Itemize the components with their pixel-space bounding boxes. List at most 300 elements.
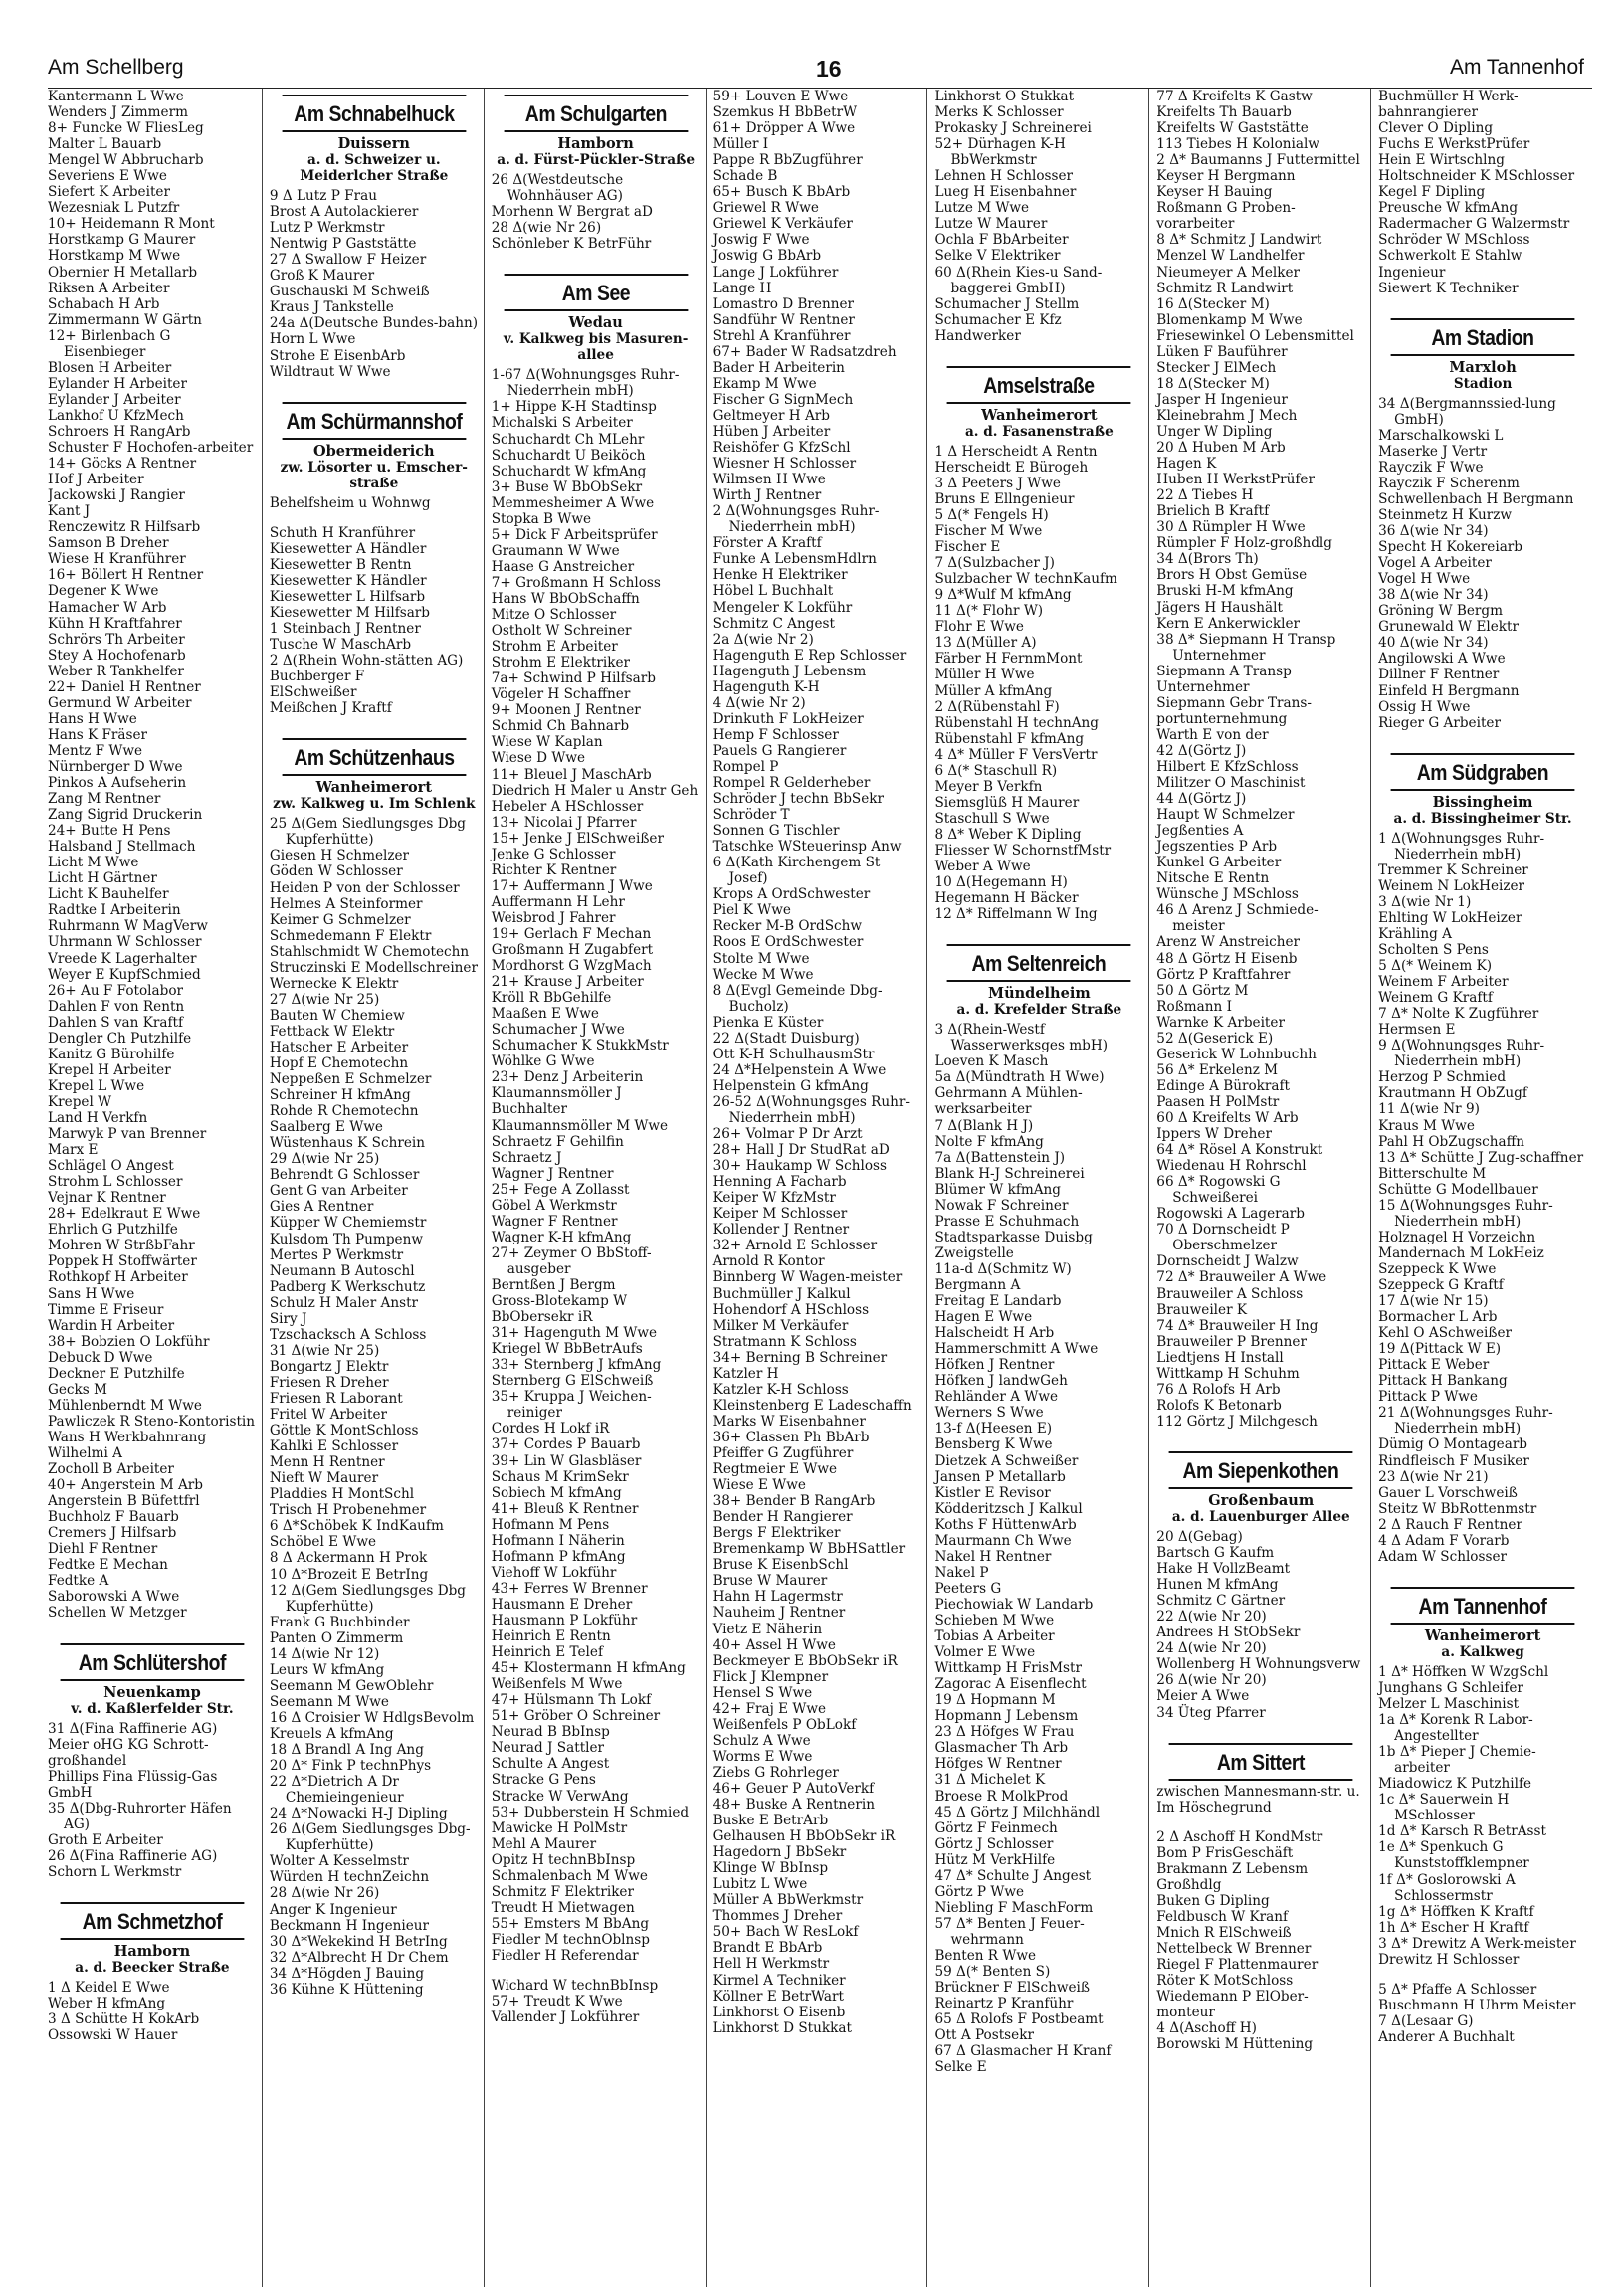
resident-entry: Seemann M Wwe [269,1693,389,1710]
resident-entry: Riegel F Plattenmaurer [1156,1957,1319,1974]
resident-entry: Schuster F Hochofen-arbeiter [48,440,254,457]
resident-entry: Griewel K Verkäufer [712,216,853,233]
resident-entry: Debuck D Wwe [48,1349,153,1366]
district-name: Wanheimerort [981,406,1098,424]
resident-entry: Blomenkamp M Wwe [1156,311,1303,328]
resident-entry: 67+ Bader W Radsatzdreh [712,343,897,360]
resident-entry: Gehrmann A Mühlen-werksarbeiter [934,1085,1083,1118]
resident-entry: 34+ Berning B Schreiner [712,1349,888,1366]
resident-entry: Poppek H Stoffwärter [48,1253,197,1270]
resident-entry: 12+ Birlenbach G Eisenbieger [48,327,171,360]
resident-entry: Blosen H Arbeiter [48,359,172,376]
resident-entry: Padberg K Werkschutz [269,1278,426,1295]
resident-entry: Fuchs E WerkstPrüfer [1378,136,1530,153]
resident-entry: Ott A Postsekr [934,2027,1034,2044]
district-name: Marxloh [1449,358,1517,376]
resident-entry: Buken G Dipling [1156,1892,1270,1909]
resident-entry: 23+ Denz J Arbeiterin [491,1069,644,1086]
resident-entry: 24a Δ(Deutsche Bundes-bahn) [269,315,479,332]
resident-entry: Sans H Wwe [48,1285,135,1302]
district-name: Bissingheim [1432,793,1533,811]
resident-entry: Obernier H Metallarb [48,264,198,281]
resident-entry: Ehlting W LokHeizer [1378,909,1522,926]
resident-entry: Hunen M kfmAng [1156,1577,1279,1594]
street-location: a. d. Lauenburger Allee [1171,1508,1350,1525]
resident-entry: 1f Δ* Goslorowski A Schlossermstr [1378,1871,1516,1904]
resident-entry: Blank H-J Schreinerei [934,1165,1085,1182]
resident-entry: Rompel P [712,758,779,775]
resident-entry: Memmesheimer A Wwe [491,494,655,511]
resident-entry: 65 Δ Rolofs F Postbeamt [934,2011,1104,2028]
resident-entry: Clever O Dipling [1378,120,1494,137]
resident-entry: Nieft W Maurer [269,1470,379,1487]
resident-entry: Keyser H Bergmann [1156,168,1296,185]
street-heading: Am Schürmannshof [282,402,466,440]
resident-entry: Buske E BetrArb [712,1813,829,1829]
resident-entry: Haupt W Schmelzer [1156,807,1295,824]
resident-entry: Germund W Arbeiter [48,694,192,711]
resident-entry: Piechowiak W Landarb [934,1596,1094,1613]
spacer [934,922,1143,936]
resident-entry: 30 Δ*Wekekind H BetrIng [269,1933,448,1950]
resident-entry: Panten O Zimmerm [269,1629,404,1646]
resident-entry: Bitterschulte M [1378,1165,1487,1182]
resident-entry: Mengel W Abbrucharb [48,152,204,169]
resident-entry: Strohe E EisenbArb [269,347,406,364]
resident-entry: 2 Δ Rauch F Rentner [1378,1516,1522,1533]
district-name: Hamborn [557,135,634,153]
resident-entry: Mohren W StrßbFahr [48,1238,195,1254]
resident-entry: Klaumannsmöller J Buchhalter [491,1085,622,1118]
resident-entry: Keimer G Schmelzer [269,911,411,928]
resident-entry: Borowski M Hüttening [1156,2036,1314,2053]
district-name: Mündelheim [988,985,1091,1003]
resident-entry: 18 Δ(Stecker M) [1156,375,1270,392]
resident-entry: 1 Δ Keidel E Wwe [48,1980,170,1997]
resident-entry: Mertes P Werkmstr [269,1246,404,1263]
resident-entry: Schütte G Modellbauer [1378,1181,1538,1198]
resident-entry: Kant J [48,503,91,520]
resident-entry: 61+ Dröpper A Wwe [712,120,856,137]
resident-entry: Schmitz C Gärtner [1156,1593,1286,1610]
resident-entry: Prokasky J Schreinerei [934,120,1092,137]
resident-entry: Brückner F ElSchweiß [934,1980,1090,1997]
resident-entry: Hein E Wirtschlng [1378,152,1505,169]
resident-entry: Ossig H Wwe [1378,698,1471,715]
resident-entry: 70 Δ Dornscheidt P Oberschmelzer [1156,1222,1290,1254]
resident-entry: Hegemann H Bäcker [934,890,1079,907]
resident-entry: Land H Verkfn [48,1110,148,1126]
resident-entry: Klaumannsmöller M Wwe [491,1117,669,1134]
district-name: Neuenkamp [103,1683,201,1701]
resident-entry: Huben H WerkstPrüfer [1156,472,1315,488]
directory-column [48,89,262,2287]
resident-entry: Friesewinkel O Lebensmittel [1156,327,1354,344]
resident-entry: 26+ Au F Fotolabor [48,982,184,999]
spacer [492,1964,701,1978]
resident-entry: Tzschacksch A Schloss [269,1326,427,1343]
resident-entry: 27 Δ Swallow F Heizer [269,252,427,269]
resident-entry: Stecker J ElMech [1156,359,1277,376]
resident-entry: 60 Δ Kreifelts W Arb [1156,1110,1299,1126]
resident-entry: 52+ Dürhagen K-H BbWerkmstr [934,136,1066,169]
resident-entry: Pawliczek R Steno-Kontoristin [48,1413,256,1430]
resident-entry: Fliesser W SchornstfMstr [934,842,1112,859]
resident-entry: Siefert K Arbeiter [48,184,170,201]
resident-entry: Wiesner H Schlosser [712,456,857,473]
resident-entry: Schönleber K BetrFühr [491,236,652,253]
resident-entry: Jegszenties P Arb [1156,839,1278,856]
resident-entry: Thommes J Dreher [712,1908,843,1925]
resident-entry: Keyser H Bauing [1156,184,1273,201]
directory-column [1148,89,1370,2287]
street-location: a. d. Krefelder Straße [956,1002,1122,1019]
resident-entry: 26 Δ(wie Nr 20) [1156,1672,1267,1689]
resident-entry: Brielich B Kraftf [1156,503,1270,520]
resident-entry: Siry J [269,1310,307,1327]
resident-entry: 47+ Hülsmann Th Lokf [491,1692,652,1709]
resident-entry: Roßmann I [1156,998,1232,1015]
resident-entry: Hausmann E Dreher [491,1596,633,1613]
resident-entry: Zimmermann W Gärtn [48,311,202,328]
resident-entry: 6 Δ(* Staschull R) [934,762,1058,779]
resident-entry: 31 Δ Michelet K [934,1772,1046,1789]
resident-entry: Weyer E KupfSchmied [48,966,201,983]
resident-entry: Schmitz R Landwirt [1156,280,1294,296]
resident-entry: 17+ Auffermann J Wwe [491,877,653,894]
resident-entry: Angilowski A Wwe [1378,651,1506,668]
resident-entry: Fritel W Arbeiter [269,1407,388,1424]
resident-entry: Dietzek A Schweißer [934,1452,1079,1469]
resident-entry: Mnich R ElSchweiß [1156,1924,1292,1941]
resident-entry: Weinem N LokHeizer [1378,877,1525,894]
resident-entry: 8 Δ* Weber K Dipling [934,826,1082,843]
resident-entry: Guschauski M Schweiß [269,284,430,300]
resident-entry: Hof J Arbeiter [48,472,144,488]
street-heading: Amselstraße [947,366,1131,404]
resident-entry: 7 Δ(Blank H J) [934,1117,1034,1134]
resident-entry: Krops A OrdSchwester [712,886,871,903]
resident-entry: Dahlen F von Rentn [48,998,185,1015]
resident-entry: Cordes H Lokf iR [491,1421,610,1437]
resident-entry: Blümer W kfmAng [934,1181,1062,1198]
resident-entry: Angerstein B Büfettfrl [48,1493,200,1510]
resident-entry: Schmitz C Angest [712,615,835,632]
resident-entry: Gauer L Vorschweiß [1378,1484,1518,1501]
resident-entry: Siepmann A Transp Unternehmer [1156,663,1292,695]
resident-entry: 45 Δ Görtz J Milchhändl [934,1804,1101,1820]
resident-entry: Fiedler M technOblnsp [491,1931,650,1948]
resident-entry: Pittack E Weber [1378,1357,1490,1374]
resident-entry: 9 Δ Lutz P Frau [269,188,377,205]
resident-entry: 59+ Louven E Wwe [712,89,849,104]
resident-entry: 38 Δ* Siepmann H Transp Unternehmer [1156,631,1336,664]
resident-entry: 24 Δ*Helpenstein A Wwe [712,1061,887,1078]
resident-entry: 2 Δ* Baumanns J Futtermittel [1156,152,1360,169]
resident-entry: Volmer E Wwe [934,1644,1036,1661]
street-heading: Am Tannenhof [1391,1587,1575,1625]
resident-entry: Cremers J Hilfsarb [48,1525,177,1542]
resident-entry: 10 Δ*Brozeit E BetrIng [269,1566,429,1583]
resident-entry: Dengler Ch Putzhilfe [48,1030,192,1047]
resident-entry: Benten R Wwe [934,1947,1037,1964]
resident-entry: 44 Δ(Görtz J) [1156,791,1247,808]
resident-entry: Vejnar K Rentner [48,1190,166,1207]
resident-entry: Funke A LebensmHdlrn [712,551,877,568]
resident-entry: Stratmann K Schloss [712,1333,857,1350]
resident-entry: Szeppeck G Kraftf [1378,1277,1504,1293]
resident-entry: Weißenfels P ObLokf [712,1716,857,1733]
resident-entry: Hamacher W Arb [48,599,167,616]
resident-entry: Ippers W Dreher [1156,1126,1272,1143]
resident-entry: Ziebs G Rohrleger [712,1764,839,1781]
directory-column [1370,89,1592,2287]
resident-entry: Hans W BbObSchaffn [491,590,640,607]
resident-entry: Halscheidt H Arb [934,1325,1055,1342]
resident-entry: Maurmann Ch Wwe [934,1532,1072,1549]
street-location: a. d. Schweizer u. Meiderlcher Straße [300,152,449,185]
resident-entry: Eylander H Arbeiter [48,375,187,392]
resident-entry: 37+ Cordes P Bauarb [491,1436,641,1453]
resident-entry: Schuchardt Ch MLehr [491,431,645,448]
resident-entry: 27 Δ(wie Nr 25) [269,991,380,1008]
resident-entry: 38+ Bender B RangArb [712,1493,876,1510]
resident-entry: Berntßen J Bergm [491,1277,616,1293]
resident-entry: Linkhorst D Stukkat [712,2019,852,2036]
resident-entry: Hütz M VerkHilfe [934,1851,1056,1868]
resident-entry: Wiedenau H Rohrschl [1156,1158,1307,1175]
resident-entry: Dahlen S van Kraftf [48,1014,184,1031]
resident-entry: Ruhrmann W MagVerw [48,918,208,935]
resident-entry: Tobias A Arbeiter [934,1628,1055,1645]
resident-entry: 1b Δ* Pieper J Chemie-arbeiter [1378,1744,1536,1777]
page-number: 16 [816,56,842,82]
resident-entry: Buchmüller J Kalkul [712,1285,851,1302]
resident-entry: Deckner E Putzhilfe [48,1365,185,1382]
resident-entry: Preusche W kfmAng [1378,200,1519,217]
resident-entry: Görtz P Kraftfahrer [1156,966,1291,983]
resident-entry: Jansen P Metallarb [934,1468,1066,1485]
resident-entry: Militzer O Maschinist [1156,775,1306,792]
resident-entry: 32 Δ*Albrecht H Dr Chem [269,1949,449,1966]
resident-entry: Kröll R BbGehilfe [491,990,612,1007]
resident-entry: Hahn H Lagermstr [712,1589,843,1606]
resident-entry: Vallender J Lokführer [491,2009,640,2026]
resident-entry: Schwerkolt E Stahlw Ingenieur [1378,248,1522,281]
resident-entry: 27+ Zeymer O BbStoff-ausgeber [491,1244,652,1277]
resident-entry: 11+ Bleuel J MaschArb [491,766,652,783]
resident-entry: Schuchardt W kfmAng [491,463,647,479]
resident-entry: Scholten S Pens [1378,942,1489,959]
resident-entry: Joswig G BbArb [712,248,822,265]
resident-entry: Severiens E Wwe [48,168,167,185]
resident-entry: Hensel S Wwe [712,1684,813,1701]
resident-entry: Nettelbeck W Brenner [1156,1941,1312,1958]
resident-entry: Behrendt G Schlosser [269,1167,420,1184]
district-name: Hamborn [113,1943,191,1961]
resident-entry: Rümpler F Holz-großhdlg [1156,535,1332,552]
resident-entry: Lomastro D Brenner [712,295,855,312]
resident-entry: Keiper M Schlosser [712,1206,848,1223]
resident-entry: Lankhof U KfzMech [48,407,184,424]
resident-entry: Krepel H Arbeiter [48,1061,171,1078]
resident-entry: Höfges W Rentner [934,1756,1062,1773]
resident-entry: Kreifelts Th Bauarb [1156,104,1292,121]
resident-entry: 1e Δ* Spenkuch G Kunststoffklempner [1378,1839,1529,1872]
spacer [1156,1721,1365,1735]
resident-entry: Gent G van Arbeiter [269,1183,408,1200]
resident-entry: Hausmann P Lokführ [491,1612,638,1628]
resident-entry: 13+ Nicolai J Pfarrer [491,814,637,831]
resident-entry: 24 Δ*Nowacki H-J Dipling [269,1806,448,1822]
resident-entry: Fischer M Wwe [934,523,1043,540]
resident-entry: Hagenguth E Rep Schlosser [712,647,907,664]
resident-entry: Wilhelmi A [48,1444,122,1461]
resident-entry: Wernecke K Elektr [269,975,399,992]
resident-entry: Tusche W MaschArb [269,637,412,654]
resident-entry: Hans K Fräser [48,726,148,743]
resident-entry: Rothkopf H Arbeiter [48,1269,188,1286]
resident-entry: 7a+ Schwind P Hilfsarb [491,670,656,687]
resident-entry: Schulte A Angest [491,1756,610,1773]
resident-entry: Kunkel G Arbeiter [1156,855,1282,871]
resident-entry: Selke E [934,2059,987,2076]
resident-entry: Radermacher G Walzermstr [1378,216,1570,233]
street-heading: Am Schützenhaus [282,738,466,776]
resident-entry: Strehl A Kranführer [712,327,851,344]
resident-entry: Nentwig P Gaststätte [269,236,417,253]
resident-entry: Uhrmann W Schlosser [48,934,202,951]
resident-entry: Hofmann M Pens [491,1516,610,1533]
resident-entry: 74 Δ* Brauweiler H Ing [1156,1317,1319,1334]
resident-entry: Meier A Wwe [1156,1688,1250,1705]
resident-entry: Radtke I Arbeiterin [48,902,181,919]
resident-entry: Timme E Friseur [48,1301,164,1318]
resident-entry: Adam W Schlosser [1378,1548,1507,1565]
resident-entry: Flohr E Wwe [934,619,1024,636]
resident-entry: 12 Δ* Riffelmann W Ing [934,906,1098,923]
resident-entry: Wagner J Rentner [491,1165,614,1182]
resident-entry: Wiese D Wwe [491,750,586,767]
resident-entry: 35 Δ(Dbg-Ruhrorter Häfen AG) [48,1800,232,1832]
resident-entry: Vogel A Arbeiter [1378,555,1492,572]
resident-entry: 6 Δ*Schöbek K IndKaufm [269,1518,444,1535]
resident-entry: Schmitz F Elektriker [491,1883,634,1900]
resident-entry: Mawicke H PolMstr [491,1819,628,1836]
resident-entry: Wöhlke G Wwe [491,1053,595,1070]
resident-entry: Gröning W Bergm [1378,603,1503,620]
resident-entry: Weber R Tankhelfer [48,663,184,679]
resident-entry: Hagenguth K-H [712,678,820,695]
resident-entry: 36 Δ(wie Nr 34) [1378,523,1489,540]
resident-entry: 15 Δ(Wohnungsges Ruhr-Niederrhein mbH) [1378,1197,1553,1230]
resident-entry: Rayczik F Scherenm [1378,475,1520,491]
resident-entry: 66 Δ* Rogowski G Schweißerei [1156,1174,1281,1207]
resident-entry: Kern E Ankerwickler [1156,615,1301,632]
resident-entry: 39+ Lin W Glasbläser [491,1452,642,1469]
street-location: a. d. Beecker Straße [75,1960,230,1977]
resident-entry: 13 Δ(Müller A) [934,635,1037,652]
resident-entry: Bruse W Maurer [712,1573,828,1590]
resident-entry: 4 Δ(Aschoff H) [1156,2020,1257,2037]
resident-entry: Ködderitzsch J Kalkul [934,1500,1083,1517]
resident-entry: Hans H Wwe [48,710,137,727]
resident-entry: Schaus M KrimSekr [491,1468,629,1485]
resident-entry: Steitz W BbRottenmstr [1378,1500,1537,1517]
resident-entry: Kehl O ASchweißer [1378,1325,1513,1342]
resident-entry: Steinmetz H Kurzw [1378,506,1513,523]
resident-entry: 25 Δ(Gem Siedlungsges Dbg Kupferhütte) [269,816,467,849]
resident-entry: Renczewitz R Hilfsarb [48,519,201,536]
resident-entry: Weber H kfmAng [48,1996,166,2012]
resident-entry: Görtz F Feinmech [934,1819,1058,1836]
resident-entry: Sulzbacher W technKaufm [934,571,1117,588]
resident-entry: 17 Δ(wie Nr 15) [1378,1293,1489,1310]
resident-entry: Schröder J techn BbSekr [712,791,885,808]
resident-entry: Buschmann H Uhrm Meister [1378,1997,1576,2013]
resident-entry: Mandernach M LokHeiz [1378,1244,1544,1261]
resident-entry: Zang Sigrid Druckerin [48,807,203,824]
resident-entry: 1 Δ Herscheidt A Rentn [934,443,1098,460]
resident-entry: Miadowicz K Putzhilfe [1378,1776,1532,1793]
resident-entry: Rübenstahl H technAng [934,714,1099,731]
resident-entry: zwischen Mannesmann-str. u. Im Höschegrund [1156,1783,1360,1816]
resident-entry: Kantermann L Wwe [48,89,184,104]
resident-entry: 12 Δ(Gem Siedlungsges Dbg Kupferhütte) [269,1582,467,1615]
resident-entry: Weinem F Arbeiter [1378,974,1509,991]
resident-entry: Freitag E Landarb [934,1293,1062,1310]
resident-entry: 4 Δ Adam F Vorarb [1378,1532,1510,1549]
resident-entry: Färber H FernmMont [934,651,1083,668]
resident-entry: 1a Δ* Korenk R Labor-Angestellter [1378,1712,1533,1745]
resident-entry: Stracke W VerwAng [491,1788,629,1805]
resident-entry: 31 Δ(Fina Raffinerie AG) [48,1720,218,1737]
resident-entry: Rindfleisch F Musiker [1378,1452,1529,1469]
resident-entry: Pladdies H MontSchl [269,1486,415,1503]
resident-entry: 28+ Edelkraut E Wwe [48,1206,201,1223]
resident-entry: Krautmann H ObZugf [1378,1085,1527,1102]
resident-entry: 15+ Jenke J ElSchweißer [491,830,664,847]
resident-entry: 2a Δ(wie Nr 2) [712,631,814,648]
resident-entry: 53+ Dubberstein H Schmied [491,1804,690,1820]
resident-entry: 41+ Bleuß K Rentner [491,1500,639,1517]
resident-entry: Schröder T [712,807,790,824]
resident-entry: Marks W Eisenbahner [712,1413,866,1430]
resident-entry: 22 Δ(wie Nr 20) [1156,1609,1267,1626]
resident-entry: Worms E Wwe [712,1748,813,1765]
resident-entry: Bongartz J Elektr [269,1358,389,1375]
resident-entry: 42 Δ(Görtz J) [1156,742,1247,759]
resident-entry: Halsband J Stellmach [48,839,196,856]
resident-entry: Warnke K Arbeiter [1156,1014,1285,1031]
resident-entry: Buchmüller H Werk-bahnrangierer [1378,89,1519,121]
resident-entry: Krähling A [1378,925,1452,942]
resident-entry: 1 Steinbach J Rentner [269,620,421,637]
resident-entry: Drinkuth F LokHeizer [712,710,864,727]
resident-entry: Niebling F MaschForm [934,1899,1094,1916]
resident-entry: Hagen K [1156,456,1217,473]
resident-entry: 1h Δ* Escher H Kraftf [1378,1919,1529,1936]
resident-entry: Hopmann J Lebensm [934,1708,1079,1725]
directory-column [484,89,706,2287]
resident-entry: Joswig F Wwe [712,232,810,249]
resident-entry: Diehl F Rentner [48,1541,158,1558]
resident-entry: Feldbusch W Kranf [1156,1908,1289,1925]
resident-entry: Schulz H Maler Anstr [269,1294,419,1311]
resident-entry: Drewitz H Schlosser [1378,1951,1520,1968]
resident-entry: 40+ Assel H Wwe [712,1636,836,1653]
resident-entry: Bender H Rangierer [712,1509,853,1526]
